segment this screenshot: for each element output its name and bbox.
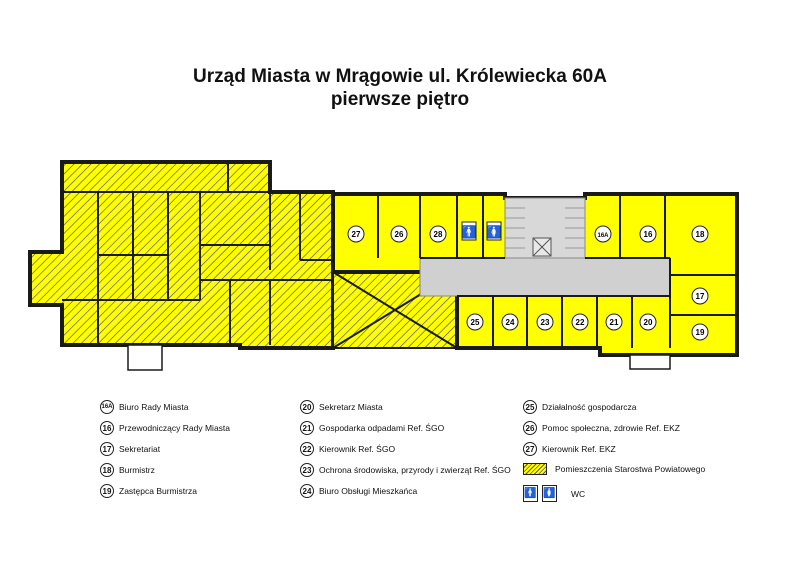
room-marker-19 [692, 324, 708, 340]
svg-text:17: 17 [695, 292, 705, 301]
svg-text:28: 28 [433, 230, 443, 239]
room-marker-25 [467, 314, 483, 330]
legend-item-23 [300, 463, 511, 477]
legend-label: Kierownik Ref. ŚGO [319, 444, 396, 454]
legend-item-24 [300, 484, 417, 498]
room-marker-18 [692, 226, 708, 242]
legend-starostwo: Pomieszczenia Starostwa Powiatowego [523, 463, 705, 475]
room-marker-17 [692, 288, 708, 304]
legend-item-20 [300, 400, 383, 414]
room-number-badge: 21 [300, 421, 314, 435]
legend-label: Kierownik Ref. EKZ [542, 444, 616, 454]
map-title: Urząd Miasta w Mrągowie ul. Królewiecka 60A [193, 66, 607, 87]
map-subtitle: pierwsze piętro [330, 89, 470, 110]
room-number-badge: 27 [523, 442, 537, 456]
svg-text:22: 22 [575, 318, 585, 327]
legend-item-21 [300, 421, 444, 435]
room-marker-27 [348, 226, 364, 242]
room-number-badge: 24 [300, 484, 314, 498]
male-figure-icon: 🚹 [523, 485, 538, 502]
female-figure-icon: 🚺 [486, 225, 502, 239]
room-number-badge: 23 [300, 463, 314, 477]
room-number-badge: 22 [300, 442, 314, 456]
room-marker-23 [537, 314, 553, 330]
legend-label: Biuro Rady Miasta [119, 402, 189, 412]
svg-text:18: 18 [695, 230, 705, 239]
hatch-swatch-icon [523, 463, 547, 475]
room-marker-26 [391, 226, 407, 242]
room-number-badge: 26 [523, 421, 537, 435]
female-figure-icon: 🚺 [542, 485, 557, 502]
legend-item-16 [100, 421, 230, 435]
legend-label: Biuro Obsługi Mieszkańca [319, 486, 418, 496]
legend-label: Gospodarka odpadami Ref. ŚGO [319, 423, 445, 433]
legend-item-22 [300, 442, 395, 456]
svg-text:21: 21 [609, 318, 619, 327]
room-number-badge: 19 [100, 484, 114, 498]
svg-text:20: 20 [643, 318, 653, 327]
room-number-badge: 20 [300, 400, 314, 414]
room-number-badge: 16 [100, 421, 114, 435]
legend-label: Sekretariat [119, 444, 161, 454]
svg-text:16A: 16A [597, 233, 609, 239]
legend-label: Działalność gospodarcza [542, 402, 637, 412]
legend-item-18 [100, 463, 155, 477]
legend-label: Sekretarz Miasta [319, 402, 383, 412]
svg-text:26: 26 [394, 230, 404, 239]
legend-item-16A [100, 400, 188, 414]
room-marker-16 [640, 226, 656, 242]
svg-text:25: 25 [470, 318, 480, 327]
legend-wc: 🚹 🚺 WC [523, 485, 585, 502]
room-marker-21 [606, 314, 622, 330]
svg-text:24: 24 [505, 318, 515, 327]
room-marker-22 [572, 314, 588, 330]
room-number-badge: 16A [100, 400, 114, 414]
legend-item-25 [523, 400, 637, 414]
male-figure-icon: 🚹 [461, 225, 477, 239]
legend-label: Burmistrz [119, 465, 155, 475]
room-number-badge: 18 [100, 463, 114, 477]
legend-label: Pomoc społeczna, zdrowie Ref. EKZ [542, 423, 680, 433]
room-number-badge: 17 [100, 442, 114, 456]
legend-label: Ochrona środowiska, przyrody i zwierząt Ref. ŚGO [319, 465, 511, 475]
legend-label: Przewodniczący Rady Miasta [119, 423, 231, 433]
svg-text:16: 16 [643, 230, 653, 239]
svg-text:27: 27 [351, 230, 361, 239]
legend-item-26 [523, 421, 680, 435]
legend-item-17 [100, 442, 160, 456]
svg-text:19: 19 [695, 328, 705, 337]
room-marker-16A [595, 226, 611, 242]
room-number-badge: 25 [523, 400, 537, 414]
elevator-icon [533, 238, 551, 256]
room-marker-20 [640, 314, 656, 330]
legend-item-19 [100, 484, 197, 498]
svg-text:23: 23 [540, 318, 550, 327]
room-marker-24 [502, 314, 518, 330]
room-marker-28 [430, 226, 446, 242]
legend-label: Zastępca Burmistrza [119, 486, 197, 496]
legend-item-27 [523, 442, 616, 456]
